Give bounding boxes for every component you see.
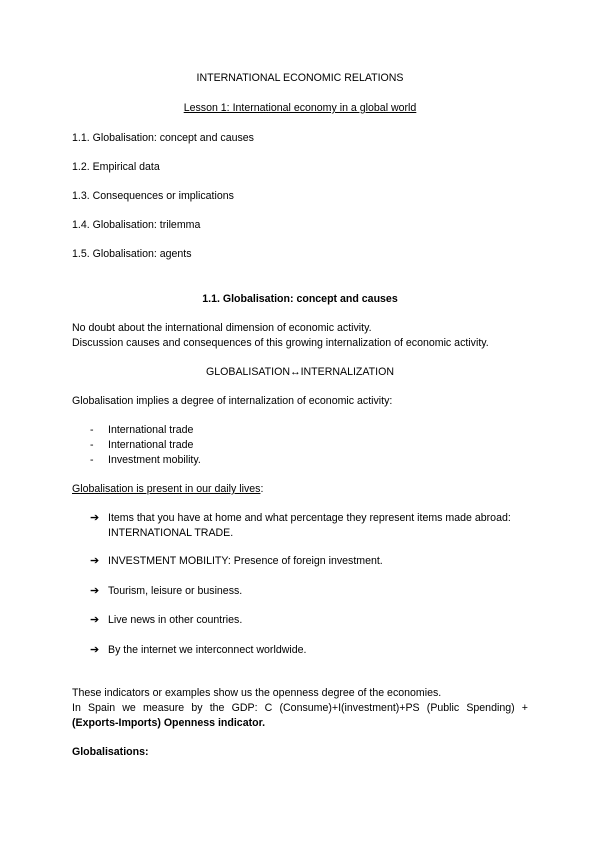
daily-lives-heading: Globalisation is present in our daily lives [72, 483, 261, 495]
list-item-text: Live news in other countries. [108, 614, 243, 626]
toc-item-2: 1.2. Empirical data [72, 161, 160, 173]
gdp-bold-text: (Exports-Imports) Openness indicator. [72, 717, 266, 729]
implies-text: Globalisation implies a degree of internalization of economic activity: [72, 395, 393, 407]
arrow-right-icon: ➔ [90, 614, 100, 626]
arrow-right-icon: ➔ [90, 585, 100, 597]
arrow-right-icon: ➔ [90, 555, 100, 567]
dash-marker: - [90, 439, 94, 451]
toc-item-4: 1.4. Globalisation: trilemma [72, 219, 201, 231]
toc-item-1: 1.1. Globalisation: concept and causes [72, 132, 254, 144]
indicators-text: These indicators or examples show us the openness degree of the economies. [72, 687, 442, 699]
daily-lives-colon: : [260, 483, 264, 495]
document-title: INTERNATIONAL ECONOMIC RELATIONS [196, 72, 404, 84]
dash-marker: - [90, 454, 94, 466]
list-item-text: INVESTMENT MOBILITY: Presence of foreign investment. [108, 555, 383, 567]
globalisations-heading: Globalisations: [72, 746, 149, 758]
list-item-text: Tourism, leisure or business. [108, 585, 243, 597]
section-heading: 1.1. Globalisation: concept and causes [202, 293, 398, 305]
toc-item-3: 1.3. Consequences or implications [72, 190, 234, 202]
toc-item-5: 1.5. Globalisation: agents [72, 248, 192, 260]
list-item-text: Investment mobility. [108, 454, 201, 466]
dash-marker: - [90, 424, 94, 436]
arrow-right-icon: ➔ [90, 644, 100, 656]
list-item-text: By the internet we interconnect worldwide. [108, 644, 307, 656]
intro-line-2: Discussion causes and consequences of this growing internalization of economic activity. [72, 337, 489, 349]
list-item-text: International trade [108, 424, 194, 436]
globalisation-equation: GLOBALISATION↔INTERNALIZATION [206, 366, 394, 378]
list-item-text: International trade [108, 439, 194, 451]
daily-lives-heading-wrap [72, 482, 263, 497]
intro-line-1: No doubt about the international dimension of economic activity. [72, 322, 372, 334]
lesson-title-wrap [0, 101, 600, 116]
gdp-text: In Spain we measure by the GDP: C (Consume)+I(investment)+PS (Public Spending) + [72, 702, 528, 714]
arrow-right-icon: ➔ [90, 512, 100, 524]
lesson-title: Lesson 1: International economy in a global world [183, 102, 417, 114]
list-item-text: Items that you have at home and what percentage they represent items made abroad: INTERNATIONAL TRADE. [108, 512, 511, 539]
